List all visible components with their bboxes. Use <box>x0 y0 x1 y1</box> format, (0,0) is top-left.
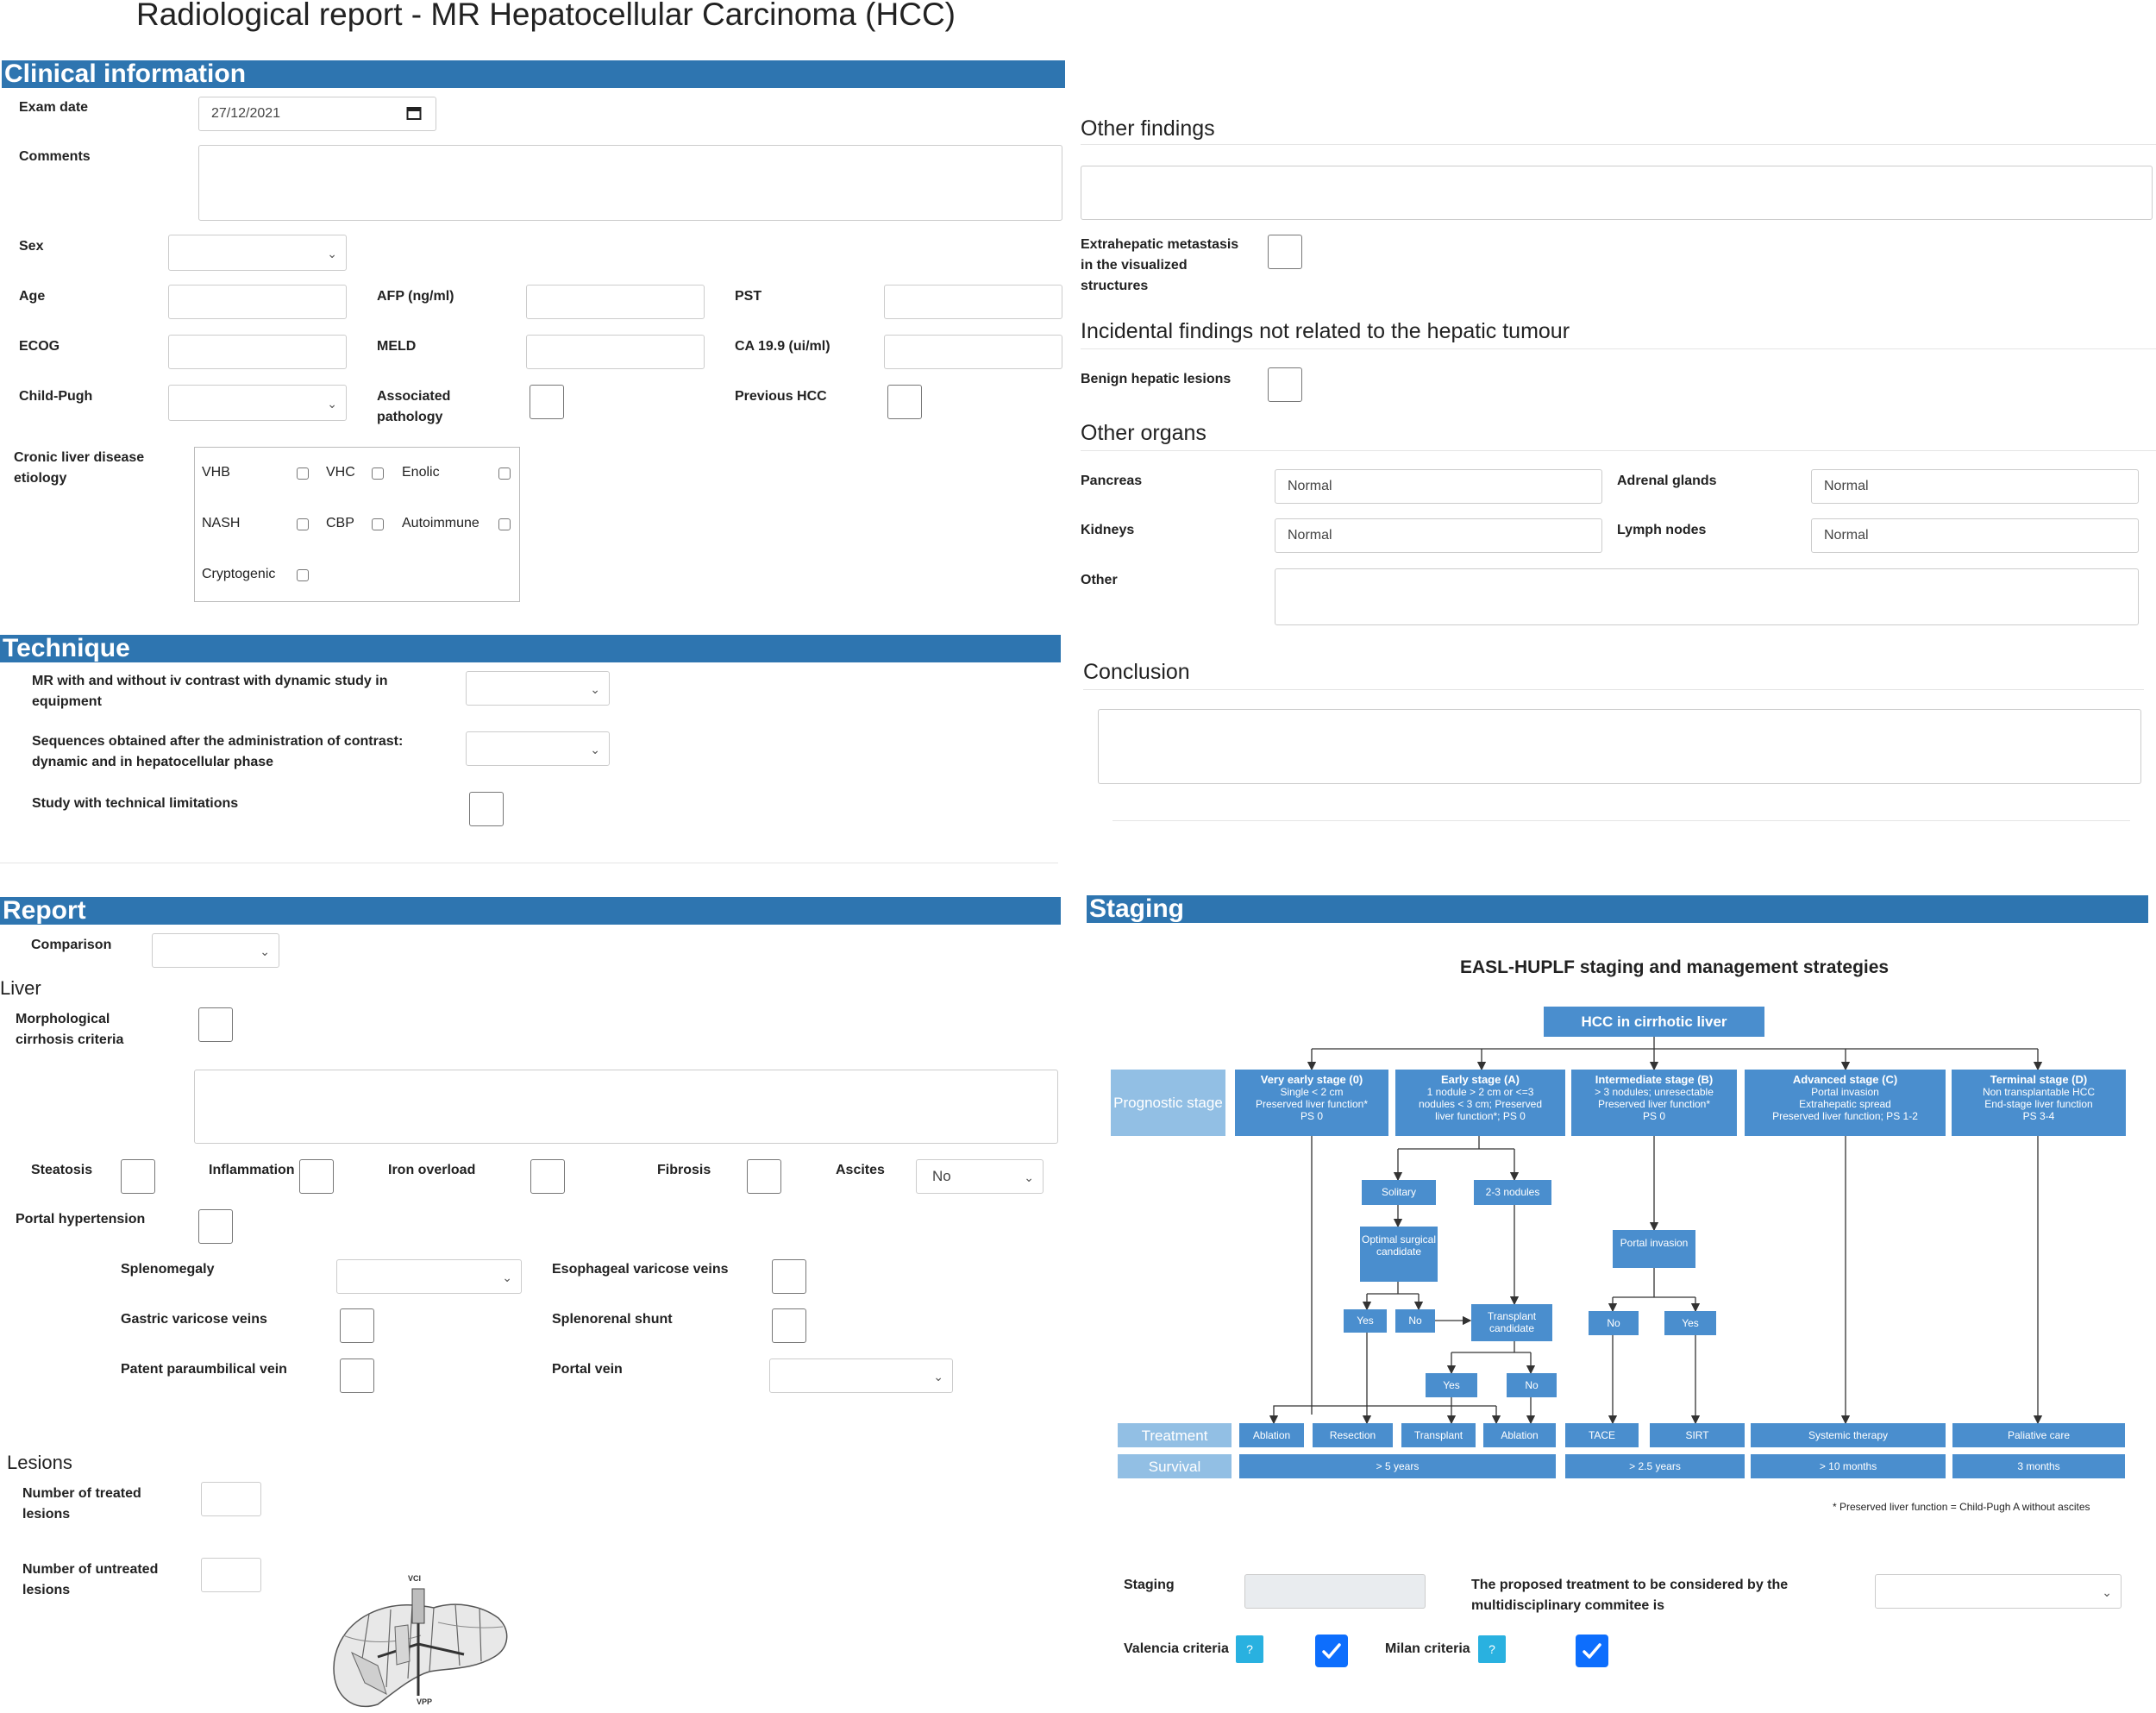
splenomegaly-label: Splenomegaly <box>121 1262 215 1277</box>
ascites-select[interactable] <box>916 1159 1044 1194</box>
treatment-systemic-therapy: Systemic therapy <box>1751 1423 1946 1447</box>
comments-textarea[interactable] <box>198 145 1062 221</box>
meld-label: MELD <box>377 339 417 354</box>
esophageal-varices-label: Esophageal varicose veins <box>552 1262 729 1277</box>
liver-segments-diagram[interactable] <box>326 1575 516 1713</box>
paraumbilical-vein-label: Patent paraumbilical vein <box>121 1362 287 1377</box>
pst-label: PST <box>735 289 762 304</box>
age-label: Age <box>19 289 46 304</box>
child-pugh-select[interactable] <box>168 385 347 421</box>
stage-line: Preserved liver function* <box>1255 1098 1369 1110</box>
valencia-criteria-label: Valencia criteria <box>1124 1641 1229 1656</box>
pst-input[interactable] <box>884 285 1062 319</box>
associated-pathology-checkbox[interactable] <box>530 385 564 419</box>
decision-no: No <box>1589 1311 1639 1335</box>
ca199-label: CA 19.9 (ui/ml) <box>735 339 830 354</box>
page-title: Radiological report - MR Hepatocellular Carcinoma (HCC) <box>136 0 956 32</box>
treatment-sirt: SIRT <box>1650 1423 1745 1447</box>
stage-title: Intermediate stage (B) <box>1595 1073 1714 1086</box>
other-organ-textarea[interactable] <box>1275 568 2139 625</box>
benign-lesions-checkbox[interactable] <box>1268 367 1302 402</box>
decision-nodules: 2-3 nodules <box>1474 1180 1551 1205</box>
conclusion-heading: Conclusion <box>1083 660 1190 684</box>
inflammation-checkbox[interactable] <box>299 1159 334 1194</box>
etiology-autoimmune-checkbox[interactable] <box>498 518 511 530</box>
stage-line: Preserved liver function; PS 1-2 <box>1772 1110 1918 1122</box>
gastric-varices-checkbox[interactable] <box>340 1308 374 1343</box>
exam-date-input[interactable] <box>198 97 436 131</box>
stage-title: Advanced stage (C) <box>1792 1073 1898 1086</box>
steatosis-label: Steatosis <box>31 1163 93 1177</box>
pancreas-input[interactable] <box>1275 469 1602 504</box>
lymph-nodes-input[interactable] <box>1811 518 2139 553</box>
kidneys-value: Normal <box>1288 528 1332 543</box>
other-organs-heading: Other organs <box>1081 421 1206 445</box>
previous-hcc-label: Previous HCC <box>735 389 827 404</box>
stage-line: nodules < 3 cm; Preserved <box>1418 1098 1543 1110</box>
etiology-cryptogenic-checkbox[interactable] <box>297 569 309 581</box>
associated-pathology-label: Associated pathology <box>377 389 451 424</box>
decision-no: No <box>1507 1373 1557 1397</box>
decision-yes: Yes <box>1344 1309 1387 1333</box>
etiology-nash-label: NASH <box>202 516 241 530</box>
portal-vein-label: Portal vein <box>552 1362 623 1377</box>
decision-no: No <box>1395 1309 1435 1333</box>
etiology-vhc-checkbox[interactable] <box>372 467 384 480</box>
fibrosis-label: Fibrosis <box>657 1163 711 1177</box>
etiology-cryptogenic-label: Cryptogenic <box>202 567 276 581</box>
decision-yes: Yes <box>1426 1373 1477 1397</box>
fibrosis-checkbox[interactable] <box>747 1159 781 1194</box>
etiology-enolic-label: Enolic <box>402 465 440 480</box>
staging-label: Staging <box>1124 1578 1175 1592</box>
etiology-vhb-checkbox[interactable] <box>297 467 309 480</box>
gastric-varices-label: Gastric varicose veins <box>121 1312 267 1327</box>
portal-hypertension-label: Portal hypertension <box>16 1212 146 1227</box>
afp-input[interactable] <box>526 285 705 319</box>
stage-title: Terminal stage (D) <box>1990 1073 2088 1086</box>
stage-line: End-stage liver function <box>1984 1098 2093 1110</box>
kidneys-input[interactable] <box>1275 518 1602 553</box>
treatment-paliative-care: Paliative care <box>1952 1423 2125 1447</box>
etiology-vhb-label: VHB <box>202 465 230 480</box>
adrenal-glands-input[interactable] <box>1811 469 2139 504</box>
proposed-treatment-label: The proposed treatment to be considered by the multidisciplinary commitee is <box>1471 1578 1789 1613</box>
stage-box-terminal <box>1952 1070 2126 1136</box>
mr-equipment-label: MR with and without iv contrast with dynamic study in equipment <box>32 674 388 709</box>
esophageal-varices-checkbox[interactable] <box>772 1259 806 1294</box>
benign-lesions-label: Benign hepatic lesions <box>1081 372 1232 386</box>
section-header-technique: Technique <box>0 635 1061 662</box>
flowchart-connectors <box>1108 1001 2143 1449</box>
ascites-label: Ascites <box>836 1163 885 1177</box>
survival-terminal: 3 months <box>1952 1454 2125 1478</box>
technical-limitations-checkbox[interactable] <box>469 792 504 826</box>
liver-heading: Liver <box>0 977 41 999</box>
morphological-cirrhosis-label: Morphological cirrhosis criteria <box>16 1012 124 1047</box>
treated-lesions-label: Number of treated lesions <box>22 1486 141 1522</box>
valencia-help-button[interactable]: ? <box>1236 1635 1263 1663</box>
milan-criteria-label: Milan criteria <box>1385 1641 1470 1656</box>
section-header-staging: Staging <box>1087 895 2148 923</box>
conclusion-textarea[interactable] <box>1098 709 2141 784</box>
etiology-autoimmune-label: Autoimmune <box>402 516 479 530</box>
portal-vein-select[interactable] <box>769 1358 953 1393</box>
sex-select[interactable] <box>168 235 347 271</box>
sex-label: Sex <box>19 239 44 254</box>
stage-line: liver function*; PS 0 <box>1435 1110 1526 1122</box>
stage-line: > 3 nodules; unresectable <box>1595 1086 1714 1098</box>
ascites-value: No <box>932 1168 951 1184</box>
treatment-transplant: Transplant <box>1401 1423 1476 1447</box>
paraumbilical-vein-checkbox[interactable] <box>340 1358 374 1393</box>
stage-line: 1 nodule > 2 cm or <=3 <box>1426 1086 1534 1098</box>
portal-hypertension-checkbox[interactable] <box>198 1209 233 1244</box>
stage-line: Non transplantable HCC <box>1982 1086 2096 1098</box>
stage-box-early <box>1395 1070 1565 1136</box>
inflammation-label: Inflammation <box>209 1163 295 1177</box>
ca199-input[interactable] <box>884 335 1062 369</box>
section-header-clinical: Clinical information <box>2 60 1065 88</box>
splenorenal-shunt-label: Splenorenal shunt <box>552 1312 673 1327</box>
flowchart-title: EASL-HUPLF staging and management strategies <box>1460 957 1890 977</box>
technical-limitations-label: Study with technical limitations <box>32 796 239 811</box>
comparison-label: Comparison <box>31 938 112 952</box>
meld-input[interactable] <box>526 335 705 369</box>
comments-label: Comments <box>19 149 91 164</box>
extrahepatic-checkbox[interactable] <box>1268 235 1302 269</box>
diagram-label-bottom: VPP <box>417 1697 433 1706</box>
calendar-icon[interactable] <box>406 105 422 125</box>
steatosis-checkbox[interactable] <box>121 1159 155 1194</box>
checkmark-icon <box>1580 1639 1604 1663</box>
treatment-ablation: Ablation <box>1483 1423 1556 1447</box>
survival-early: > 5 years <box>1239 1454 1556 1478</box>
mr-equipment-select[interactable] <box>466 671 610 706</box>
lymph-nodes-label: Lymph nodes <box>1617 523 1707 537</box>
exam-date-value: 27/12/2021 <box>211 106 281 121</box>
ecog-input[interactable] <box>168 335 347 369</box>
adrenal-glands-value: Normal <box>1824 479 1869 493</box>
divider <box>1081 450 2156 451</box>
incidental-findings-heading: Incidental findings not related to the hepatic tumour <box>1081 319 1570 343</box>
morphological-cirrhosis-checkbox[interactable] <box>198 1007 233 1042</box>
decision-optimal-candidate: Optimal surgical candidate <box>1360 1227 1438 1282</box>
etiology-vhc-label: VHC <box>326 465 355 480</box>
untreated-lesions-input[interactable] <box>201 1558 261 1592</box>
untreated-lesions-label: Number of untreated lesions <box>22 1562 159 1597</box>
comparison-select[interactable] <box>152 933 279 968</box>
etiology-label: Cronic liver disease etiology <box>14 450 145 486</box>
flow-root-box: HCC in cirrhotic liver <box>1544 1007 1764 1037</box>
other-organ-label: Other <box>1081 573 1118 587</box>
divider <box>1081 348 2156 349</box>
splenomegaly-select[interactable] <box>336 1259 522 1294</box>
sequences-select[interactable] <box>466 731 610 766</box>
decision-solitary: Solitary <box>1362 1180 1436 1205</box>
survival-row-label: Survival <box>1118 1454 1232 1478</box>
proposed-treatment-select[interactable] <box>1875 1574 2122 1609</box>
sequences-label: Sequences obtained after the administration of contrast: dynamic and in hepatocellular phase <box>32 734 404 769</box>
treatment-row-label: Treatment <box>1118 1423 1232 1447</box>
etiology-group <box>194 447 520 602</box>
pancreas-label: Pancreas <box>1081 474 1143 488</box>
etiology-cbp-label: CBP <box>326 516 354 530</box>
liver-notes-textarea[interactable] <box>194 1070 1058 1144</box>
stage-box-intermediate <box>1571 1070 1737 1136</box>
stage-box-advanced <box>1745 1070 1946 1136</box>
lymph-nodes-value: Normal <box>1824 528 1869 543</box>
age-input[interactable] <box>168 285 347 319</box>
staging-output <box>1244 1574 1426 1609</box>
stage-line: Single < 2 cm <box>1280 1086 1344 1098</box>
stage-box-very-early <box>1235 1070 1388 1136</box>
decision-transplant-candidate: Transplant candidate <box>1471 1304 1552 1341</box>
ecog-label: ECOG <box>19 339 60 354</box>
prognostic-stage-label: Prognostic stage <box>1111 1070 1225 1136</box>
iron-overload-label: Iron overload <box>388 1163 476 1177</box>
exam-date-label: Exam date <box>19 100 89 115</box>
splenorenal-shunt-checkbox[interactable] <box>772 1308 806 1343</box>
stage-title: Very early stage (0) <box>1260 1073 1363 1086</box>
other-findings-textarea[interactable] <box>1081 166 2153 220</box>
treatment-resection: Resection <box>1313 1423 1393 1447</box>
other-findings-heading: Other findings <box>1081 116 1215 141</box>
milan-help-button[interactable]: ? <box>1478 1635 1506 1663</box>
checkmark-icon <box>1319 1639 1344 1663</box>
pancreas-value: Normal <box>1288 479 1332 493</box>
milan-criteria-checkbox[interactable] <box>1576 1635 1608 1667</box>
flowchart-footnote: * Preserved liver function = Child-Pugh A without ascites <box>1833 1501 2090 1513</box>
diagram-label-top: VCI <box>408 1574 422 1583</box>
divider <box>1112 820 2130 821</box>
iron-overload-checkbox[interactable] <box>530 1159 565 1194</box>
treated-lesions-input[interactable] <box>201 1482 261 1516</box>
kidneys-label: Kidneys <box>1081 523 1135 537</box>
etiology-enolic-checkbox[interactable] <box>498 467 511 480</box>
lesions-heading: Lesions <box>7 1452 72 1473</box>
divider <box>1081 144 2156 145</box>
extrahepatic-label: Extrahepatic metastasis in the visualized structures <box>1081 237 1239 293</box>
etiology-cbp-checkbox[interactable] <box>372 518 384 530</box>
valencia-criteria-checkbox[interactable] <box>1315 1635 1348 1667</box>
stage-line: PS 3-4 <box>2022 1110 2055 1122</box>
divider <box>1083 689 2144 690</box>
treatment-ablation: Ablation <box>1239 1423 1304 1447</box>
stage-line: Extrahepatic spread <box>1799 1098 1891 1110</box>
survival-intermediate: > 2.5 years <box>1565 1454 1745 1478</box>
decision-yes: Yes <box>1664 1311 1716 1335</box>
stage-line: Portal invasion <box>1811 1086 1879 1098</box>
stage-line: Preserved liver function* <box>1597 1098 1711 1110</box>
stage-title: Early stage (A) <box>1440 1073 1520 1086</box>
survival-advanced: > 10 months <box>1751 1454 1946 1478</box>
etiology-nash-checkbox[interactable] <box>297 518 309 530</box>
adrenal-glands-label: Adrenal glands <box>1617 474 1717 488</box>
section-header-report: Report <box>0 897 1061 925</box>
treatment-tace: TACE <box>1565 1423 1639 1447</box>
stage-line: PS 0 <box>1300 1110 1323 1122</box>
child-pugh-label: Child-Pugh <box>19 389 93 404</box>
previous-hcc-checkbox[interactable] <box>887 385 922 419</box>
afp-label: AFP (ng/ml) <box>377 289 454 304</box>
decision-portal-invasion: Portal invasion <box>1613 1230 1695 1268</box>
stage-line: PS 0 <box>1642 1110 1665 1122</box>
